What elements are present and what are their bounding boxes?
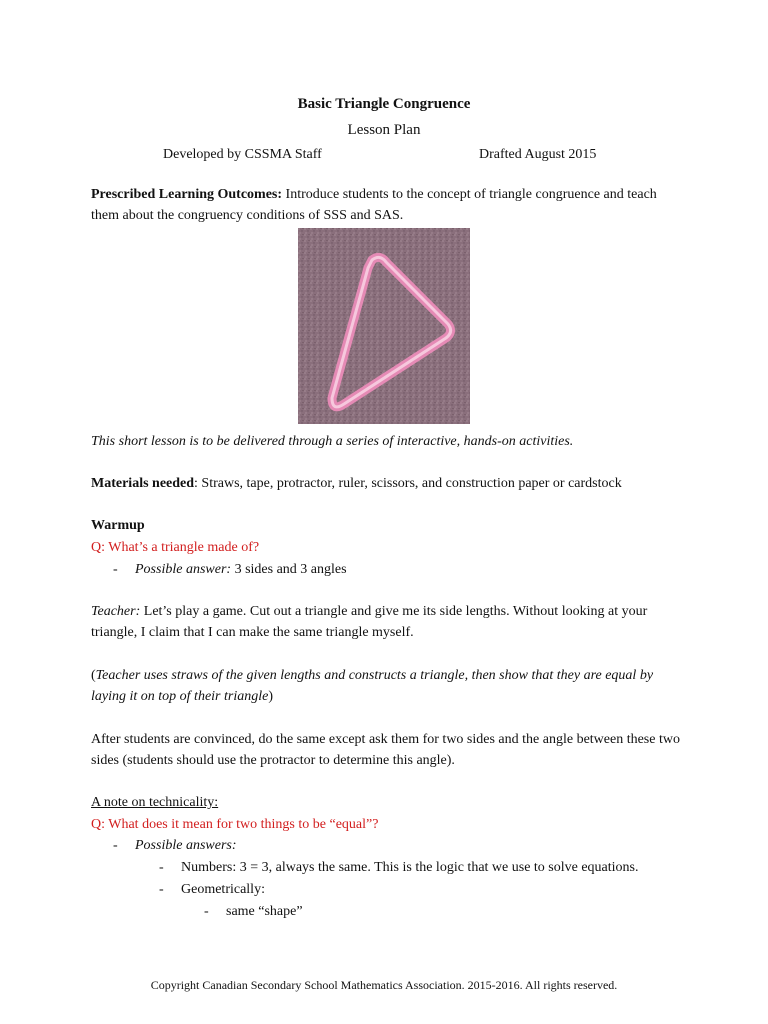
materials-label: Materials needed: [91, 476, 195, 491]
copyright-footer: Copyright Canadian Secondary School Mathematics Association. 2015-2016. All rights reserved.: [150, 978, 618, 992]
paren-open: (: [91, 668, 96, 683]
follow-up-activity: After students are convinced, do the same except ask them for two sides and the angle between these two sides (students should use the protractor to determine this angle).: [91, 732, 680, 768]
teacher-label: Teacher:: [91, 604, 141, 619]
learning-outcomes: [91, 184, 681, 226]
possible-answers-label: Possible answers:: [135, 838, 237, 853]
drafted-date: Drafted August 2015: [479, 147, 597, 162]
teacher-instruction-text: Teacher uses straws of the given lengths and constructs a triangle, then show that they are equal by laying it on top of their triangle: [91, 668, 654, 704]
document-title: Basic Triangle Congruence: [297, 96, 471, 112]
teacher-prompt: [91, 601, 681, 643]
technicality-heading: A note on technicality:: [91, 795, 219, 810]
equality-question: Q: What does it mean for two things to be “equal”?: [91, 817, 379, 832]
document-subtitle: Lesson Plan: [347, 122, 421, 138]
learning-outcomes-text: Introduce students to the concept of triangle congruence and teach them about the congruency conditions of SSS and SAS.: [91, 187, 657, 223]
answer-shape-text: same “shape”: [226, 904, 303, 919]
triangle-straw-photo: [298, 228, 470, 424]
warmup-question: Q: What’s a triangle made of?: [91, 540, 260, 555]
possible-answers: [113, 835, 237, 856]
teacher-instruction: [91, 665, 681, 707]
warmup-answer-text: 3 sides and 3 angles: [231, 562, 347, 577]
lesson-intro: This short lesson is to be delivered through a series of interactive, hands-on activities.: [91, 434, 574, 449]
developed-by: Developed by CSSMA Staff: [163, 147, 322, 162]
answer-shape: [204, 901, 303, 922]
answer-numbers: [159, 857, 639, 878]
teacher-text: Let’s play a game. Cut out a triangle and give me its side lengths. Without looking at your triangle, I claim that I can make the same triangle myself.: [91, 604, 648, 640]
answer-numbers-text: Numbers: 3 = 3, always the same. This is the logic that we use to solve equations.: [181, 860, 639, 875]
bullet-dash: -: [159, 882, 164, 897]
bullet-dash: -: [113, 838, 118, 853]
warmup-answer: [113, 559, 347, 580]
warmup-heading: Warmup: [91, 518, 145, 533]
bullet-dash: -: [113, 562, 118, 577]
bullet-dash: -: [159, 860, 164, 875]
materials-needed: [91, 473, 681, 494]
answer-geometric: [159, 879, 265, 900]
answer-geometric-text: Geometrically:: [181, 882, 265, 897]
triangle-photo-image: [298, 228, 470, 424]
paren-close: ): [268, 689, 273, 704]
warmup-answer-label: Possible answer:: [135, 562, 232, 577]
bullet-dash: -: [204, 904, 209, 919]
materials-text: : Straws, tape, protractor, ruler, scissors, and construction paper or cardstock: [194, 476, 622, 491]
learning-outcomes-label: Prescribed Learning Outcomes:: [91, 187, 283, 202]
